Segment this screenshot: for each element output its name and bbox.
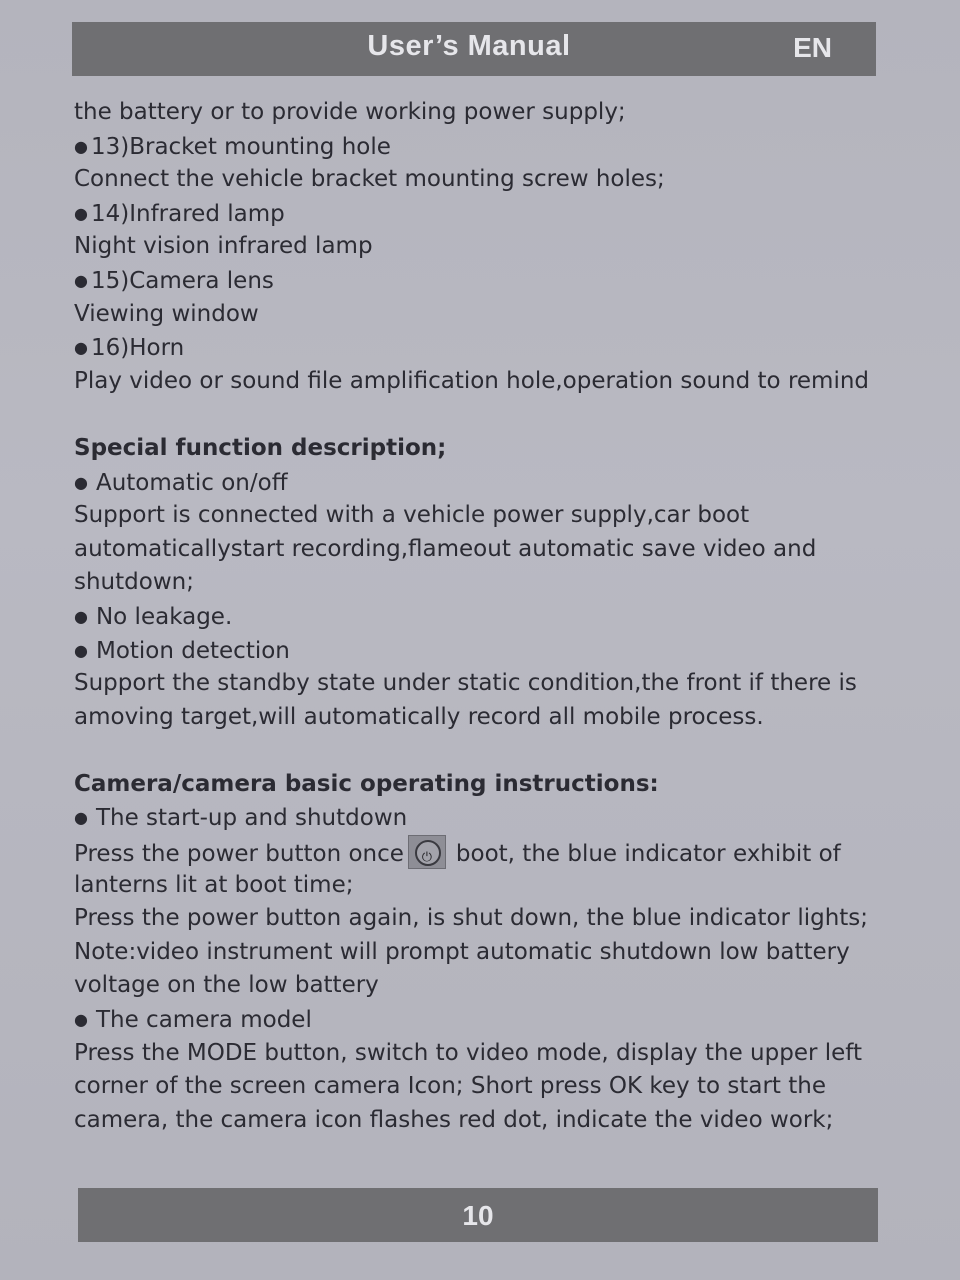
bullet-text: 13)Bracket mounting hole — [90, 133, 391, 160]
text-line: Press the MODE button, switch to video mode, display the upper left — [74, 1039, 862, 1066]
bullet-item — [74, 264, 874, 298]
bullet-text: Motion detection — [95, 637, 290, 664]
spacer — [74, 734, 874, 768]
text-line: lanterns lit at boot time; — [74, 871, 354, 898]
bullet-text: 16)Horn — [90, 335, 185, 362]
text-line: Note:video instrument will prompt automatic shutdown low battery — [74, 938, 850, 965]
text-line: Viewing window — [74, 300, 259, 327]
spacer — [74, 398, 874, 432]
text-line: Connect the vehicle bracket mounting screw holes; — [74, 166, 665, 193]
manual-content — [74, 96, 874, 1137]
page-number: 10 — [462, 1200, 494, 1231]
bullet-item — [74, 130, 874, 164]
bullet-text: The camera model — [95, 1007, 312, 1034]
text-line: Support is connected with a vehicle power supply,car boot — [74, 502, 750, 529]
header-bar — [72, 22, 876, 76]
power-icon — [408, 835, 446, 869]
text-line: shutdown; — [74, 569, 194, 596]
bullet-item — [74, 466, 874, 500]
text-line: amoving target,will automatically record all mobile process. — [74, 703, 764, 730]
text-line: Night vision infrared lamp — [74, 233, 373, 260]
bullet-text: No leakage. — [95, 603, 233, 630]
section-heading: Camera/camera basic operating instructions: — [74, 770, 659, 797]
language-label: EN — [793, 32, 832, 63]
bullet-item — [74, 1003, 874, 1037]
text-line: Press the power button again, is shut down, the blue indicator lights; — [74, 905, 869, 932]
bullet-text: The start-up and shutdown — [95, 805, 408, 832]
header-title — [72, 30, 876, 63]
section-heading: Special function description; — [74, 434, 447, 461]
bullet-item — [74, 634, 874, 668]
text-line: voltage on the low battery — [74, 972, 379, 999]
text-line — [74, 835, 874, 869]
text-line: automaticallystart recording,flameout automatic save video and — [74, 535, 817, 562]
bullet-text: 14)Infrared lamp — [90, 200, 285, 227]
text-fragment: Press the power button once — [74, 841, 404, 868]
text-fragment: boot, the blue indicator exhibit of — [455, 841, 841, 868]
bullet-item — [74, 197, 874, 231]
text-line: Play video or sound file amplification hole,operation sound to remind — [74, 367, 870, 394]
header-title-text: User’s Manual — [367, 30, 571, 62]
text-line: the battery or to provide working power supply; — [74, 99, 626, 125]
bullet-item — [74, 600, 874, 634]
bullet-item — [74, 331, 874, 365]
bullet-item — [74, 801, 874, 835]
text-line: camera, the camera icon flashes red dot, indicate the video work; — [74, 1106, 834, 1133]
text-line: corner of the screen camera Icon; Short press OK key to start the — [74, 1073, 826, 1100]
text-line: Support the standby state under static condition,the front if there is — [74, 670, 857, 697]
bullet-text: 15)Camera lens — [90, 267, 274, 294]
footer-bar — [78, 1188, 878, 1242]
bullet-text: Automatic on/off — [95, 469, 288, 496]
